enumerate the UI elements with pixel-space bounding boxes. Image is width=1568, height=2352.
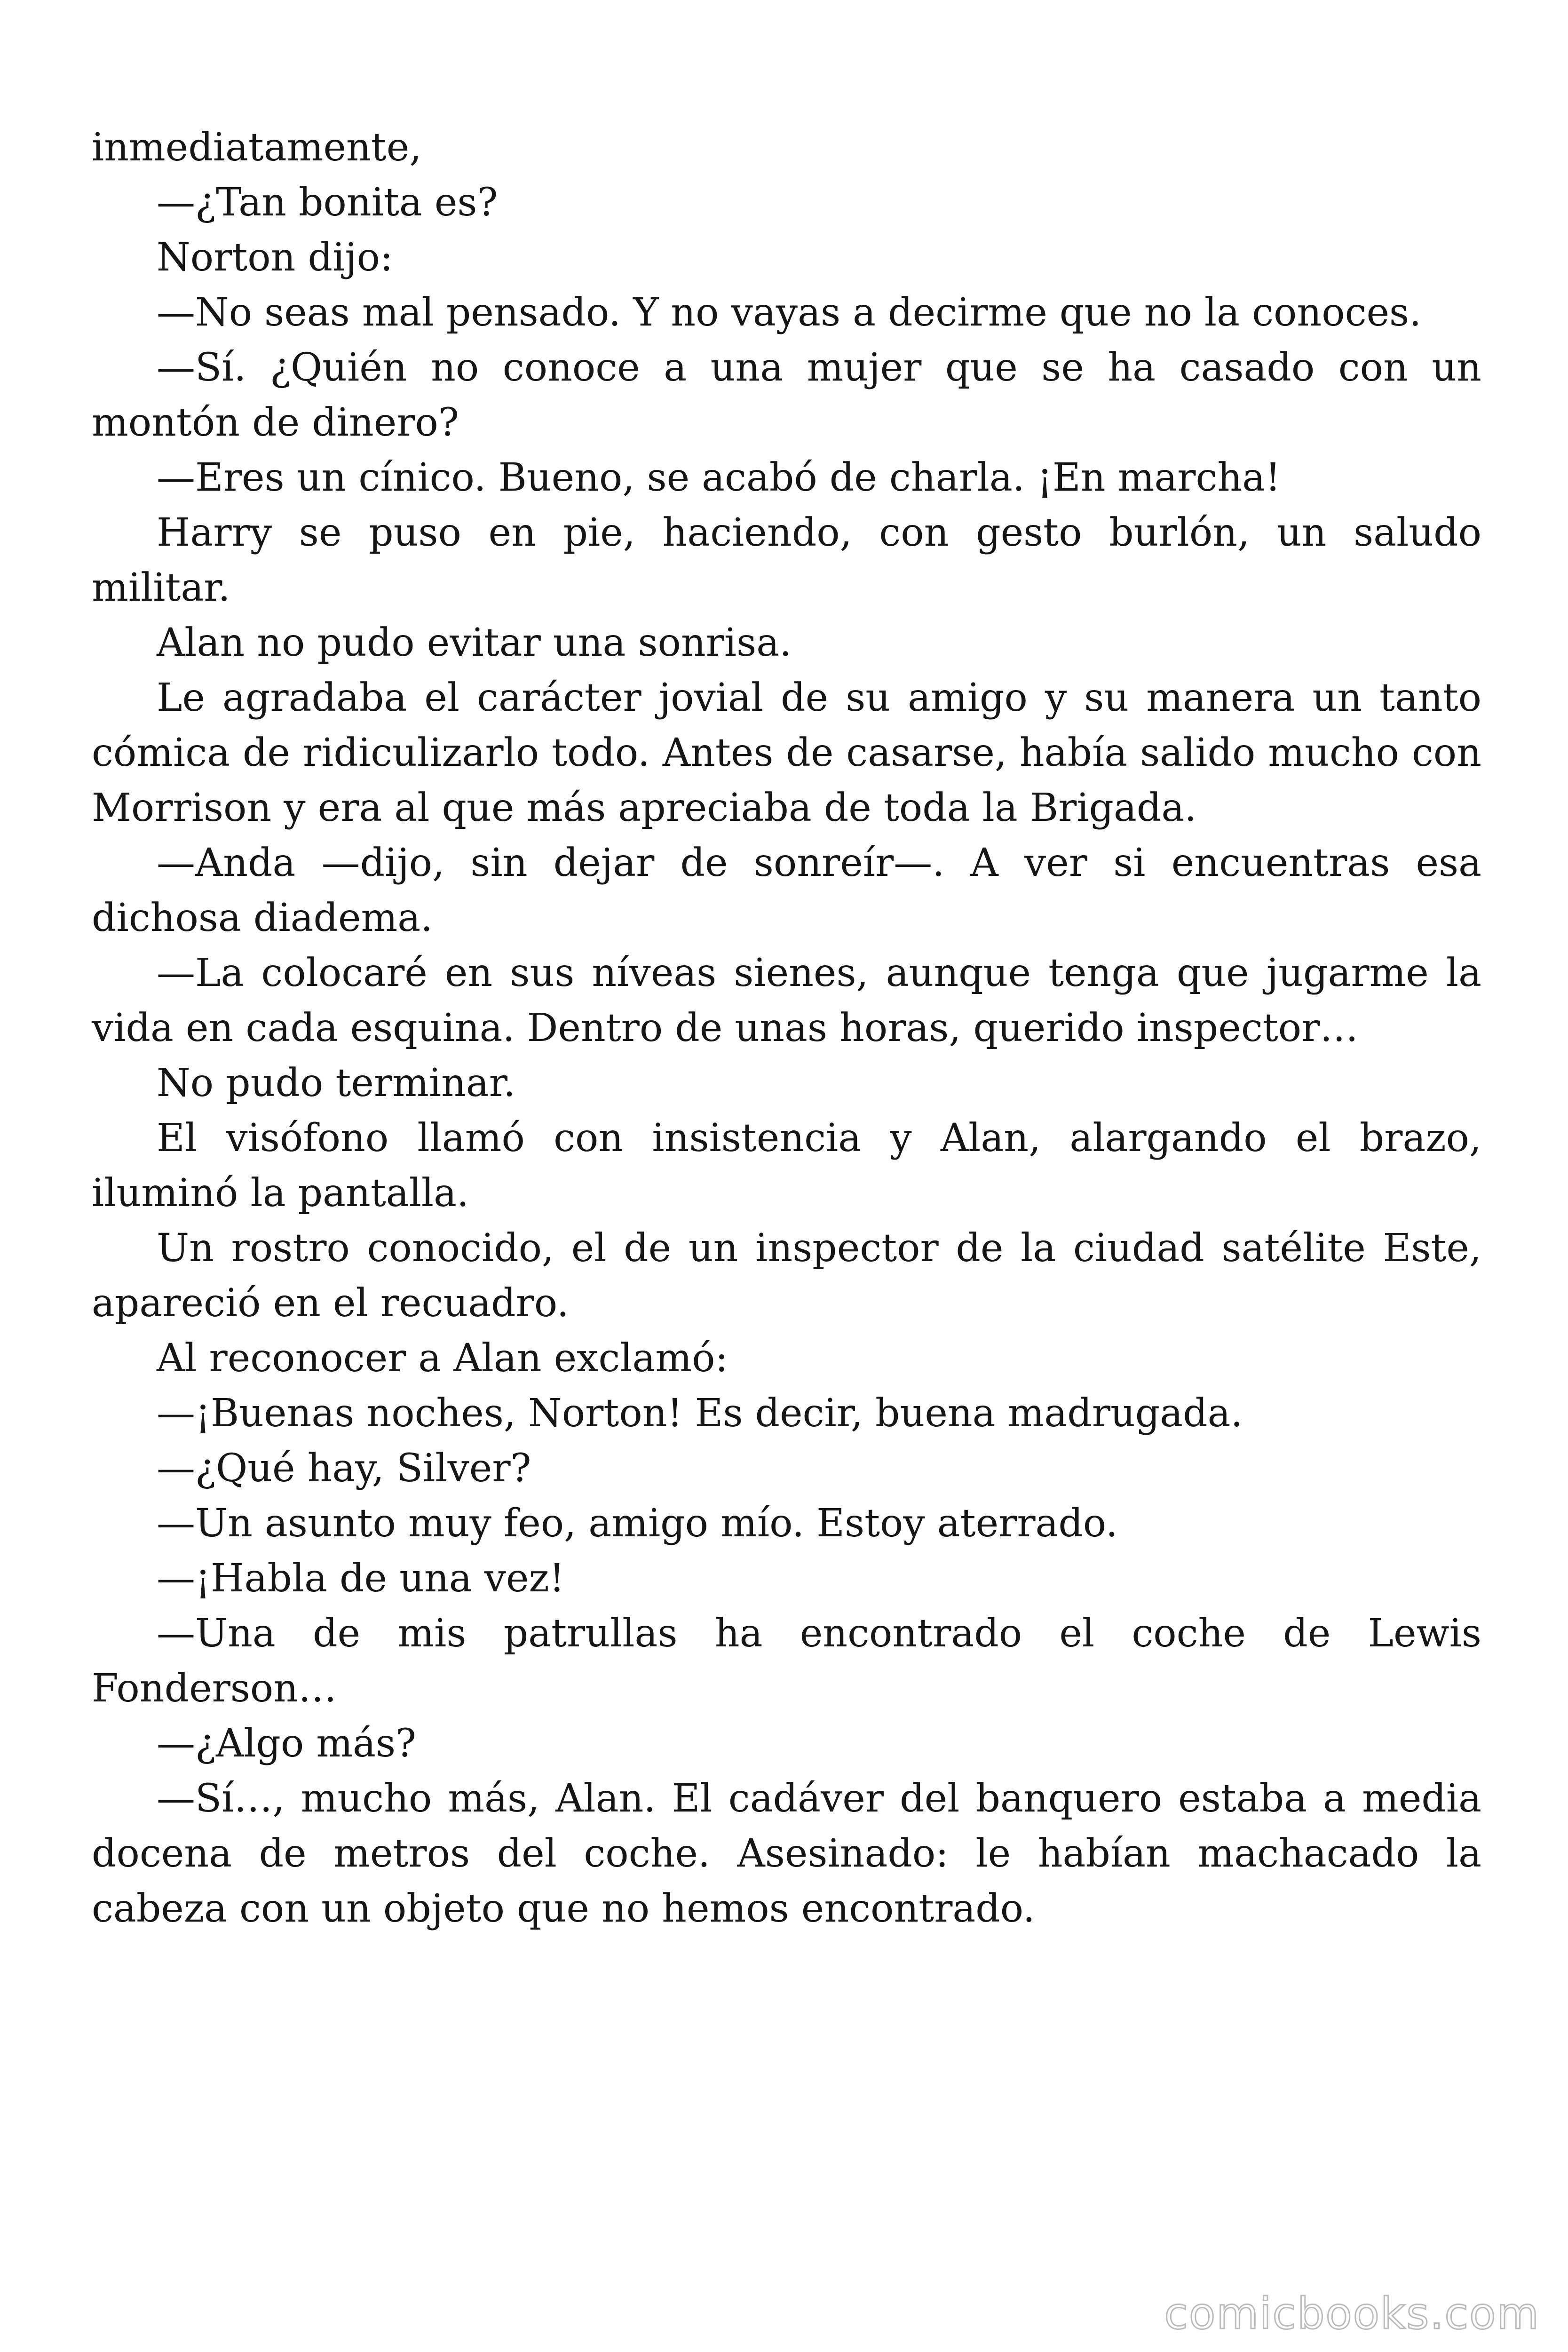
paragraph: —Un asunto muy feo, amigo mío. Estoy aterrado. (157, 1501, 1118, 1546)
paragraph: —Sí. ¿Quién no conoce a una mujer que se ha casado con un montón de dinero? (92, 345, 1481, 445)
paragraph: —¡Habla de una vez! (157, 1556, 565, 1601)
paragraph: —Eres un cínico. Bueno, se acabó de charla. ¡En marcha! (157, 455, 1281, 500)
paragraph: —Anda —dijo, sin dejar de sonreír—. A ver si encuentras esa dichosa diadema. (92, 841, 1481, 940)
paragraph: El visófono llamó con insistencia y Alan, alargando el brazo, iluminó la pantalla. (92, 1116, 1481, 1216)
paragraph: —¿Qué hay, Silver? (157, 1446, 531, 1491)
paragraph: —Una de mis patrullas ha encontrado el coche de Lewis Fonderson… (92, 1611, 1481, 1711)
paragraph: Alan no pudo evitar una sonrisa. (157, 620, 792, 665)
paragraph: —¿Tan bonita es? (157, 180, 498, 225)
paragraph: —¡Buenas noches, Norton! Es decir, buena madrugada. (157, 1391, 1243, 1436)
paragraph: inmediatamente, (92, 125, 422, 170)
paragraph: Le agradaba el carácter jovial de su amigo y su manera un tanto cómica de ridiculizarlo todo. Antes de casarse, había salido mucho con Morrison y era al que más apreciaba de toda la Brigada. (92, 675, 1481, 830)
paragraph: Un rostro conocido, el de un inspector de la ciudad satélite Este, apareció en el recuadro. (92, 1226, 1481, 1326)
paragraph: Al reconocer a Alan exclamó: (157, 1336, 729, 1381)
watermark: comicbooks.com (1164, 2288, 1540, 2339)
paragraph: —Sí…, mucho más, Alan. El cadáver del banquero estaba a media docena de metros del coche. Asesinado: le habían machacado la cabeza con un objeto que no hemos encontrado. (92, 1776, 1481, 1931)
paragraph: Harry se puso en pie, haciendo, con gesto burlón, un saludo militar. (92, 510, 1481, 610)
paragraph: Norton dijo: (157, 235, 393, 280)
paragraph: —La colocaré en sus níveas sienes, aunque tenga que jugarme la vida en cada esquina. Dentro de unas horas, querido inspector… (92, 951, 1481, 1050)
paragraph: —No seas mal pensado. Y no vayas a decirme que no la conoces. (157, 290, 1422, 335)
paragraph: —¿Algo más? (157, 1721, 417, 1766)
page-body (92, 120, 1481, 1936)
paragraph: No pudo terminar. (157, 1061, 516, 1105)
